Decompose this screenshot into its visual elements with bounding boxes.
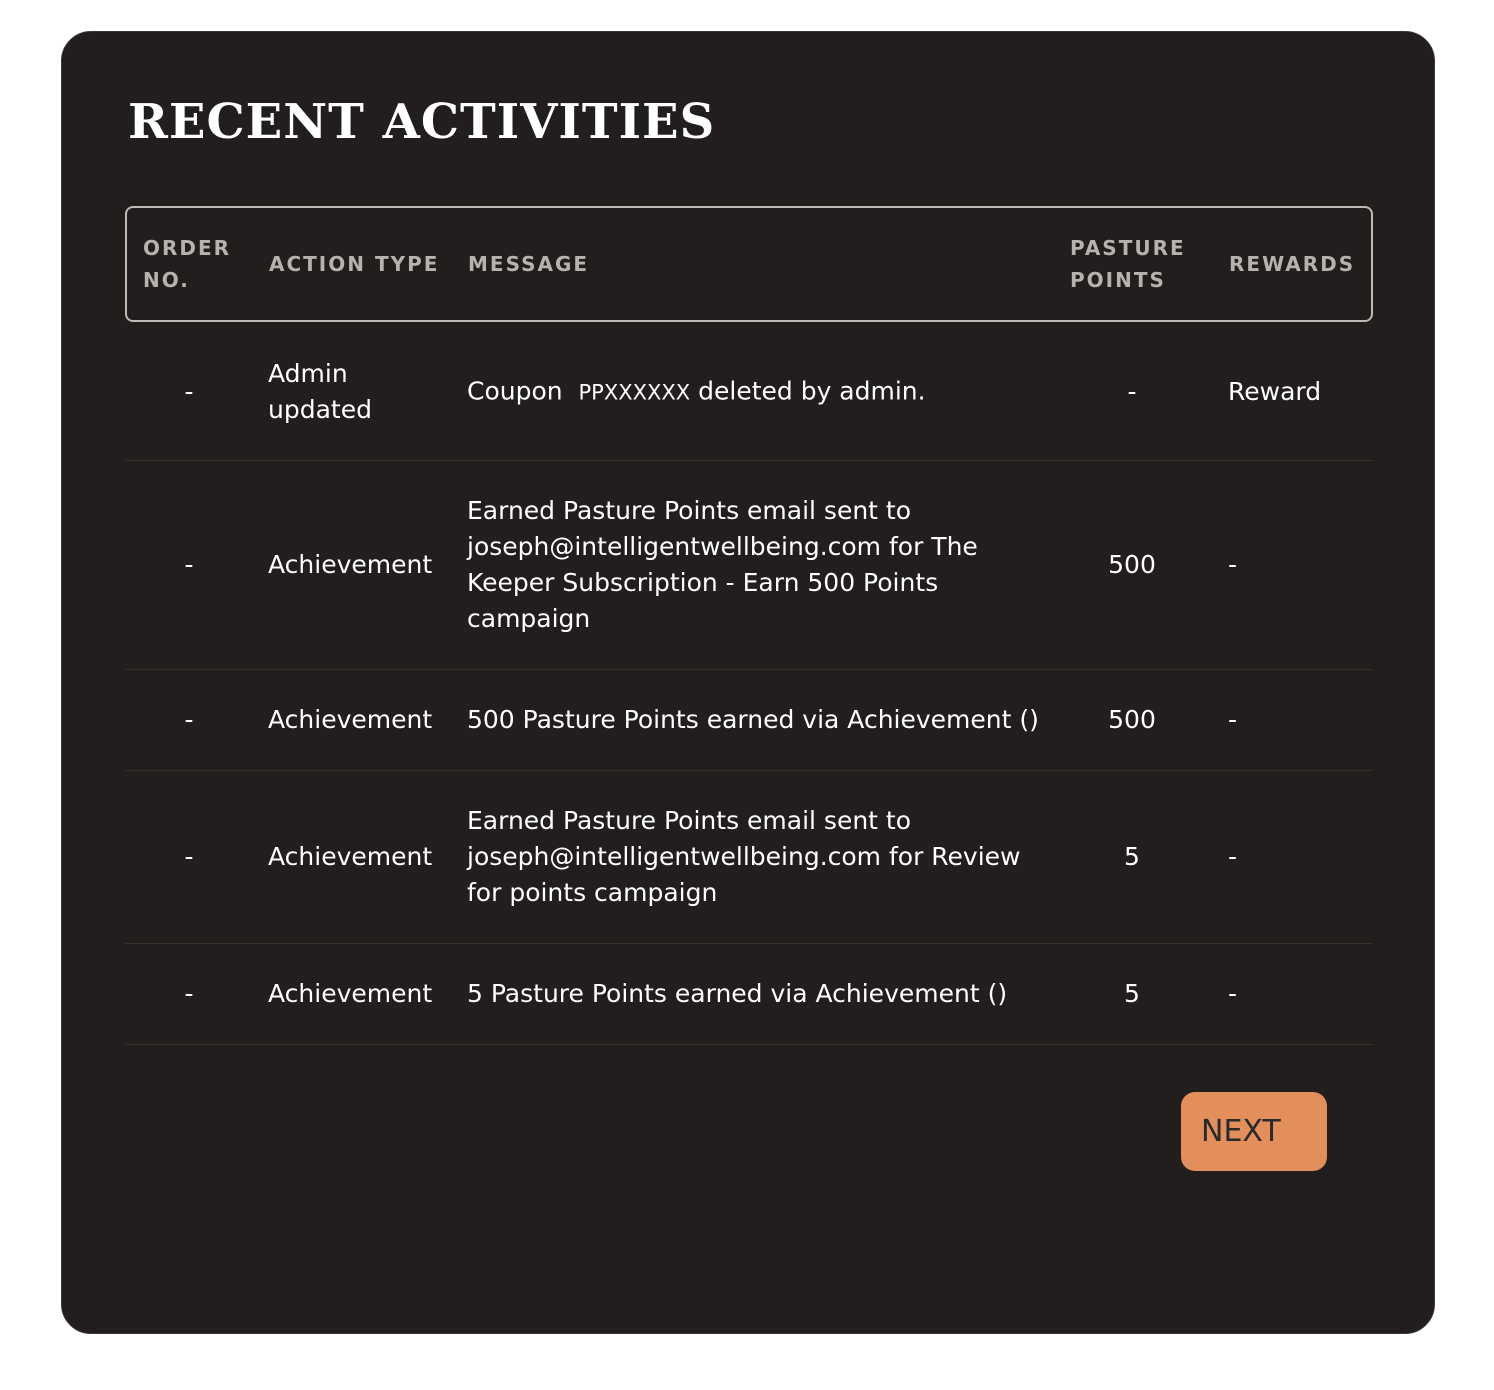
order-no: - bbox=[184, 377, 194, 406]
rewards: - bbox=[1228, 842, 1238, 871]
rewards: Reward bbox=[1228, 377, 1322, 406]
order-no: - bbox=[184, 842, 194, 871]
action-type: Achievement bbox=[268, 550, 433, 579]
pasture-points: 5 bbox=[1124, 842, 1140, 871]
rewards: - bbox=[1228, 550, 1238, 579]
table-row bbox=[125, 944, 1373, 1045]
action-type: Achievement bbox=[268, 979, 433, 1008]
order-no: - bbox=[184, 979, 194, 1008]
table-row bbox=[125, 771, 1373, 944]
table-row bbox=[125, 324, 1373, 461]
order-no: - bbox=[184, 550, 194, 579]
header-order-no: ORDER NO. bbox=[143, 236, 232, 292]
header-rewards: REWARDS bbox=[1229, 252, 1356, 276]
message: 500 Pasture Points earned via Achievement () bbox=[467, 705, 1039, 734]
table-row bbox=[125, 670, 1373, 771]
header-pasture-points: PASTURE POINTS bbox=[1070, 236, 1186, 292]
action-type: Achievement bbox=[268, 705, 433, 734]
action-type: Admin updated bbox=[268, 359, 372, 424]
recent-activities-card bbox=[61, 31, 1435, 1334]
table-row bbox=[125, 461, 1373, 670]
table-header bbox=[125, 206, 1373, 322]
page-title: RECENT ACTIVITIES bbox=[128, 94, 716, 150]
pasture-points: - bbox=[1127, 377, 1137, 406]
table-body bbox=[125, 324, 1373, 1045]
order-no: - bbox=[184, 705, 194, 734]
message: Earned Pasture Points email sent to joseph@intelligentwellbeing.com for The Keeper Subscription - Earn 500 Points campaign bbox=[467, 496, 978, 633]
pasture-points: 5 bbox=[1124, 979, 1140, 1008]
message: Coupon PPXXXXXX deleted by admin. bbox=[467, 376, 926, 406]
message: Earned Pasture Points email sent to joseph@intelligentwellbeing.com for Review for points campaign bbox=[467, 806, 1021, 907]
pasture-points: 500 bbox=[1108, 705, 1156, 734]
header-message: MESSAGE bbox=[468, 252, 590, 276]
message: 5 Pasture Points earned via Achievement () bbox=[467, 979, 1008, 1008]
coupon-code: PPXXXXXX bbox=[578, 380, 691, 405]
rewards: - bbox=[1228, 705, 1238, 734]
header-action-type: ACTION TYPE bbox=[269, 252, 440, 276]
action-type: Achievement bbox=[268, 842, 433, 871]
next-button[interactable]: NEXT bbox=[1181, 1092, 1327, 1171]
pasture-points: 500 bbox=[1108, 550, 1156, 579]
rewards: - bbox=[1228, 979, 1238, 1008]
